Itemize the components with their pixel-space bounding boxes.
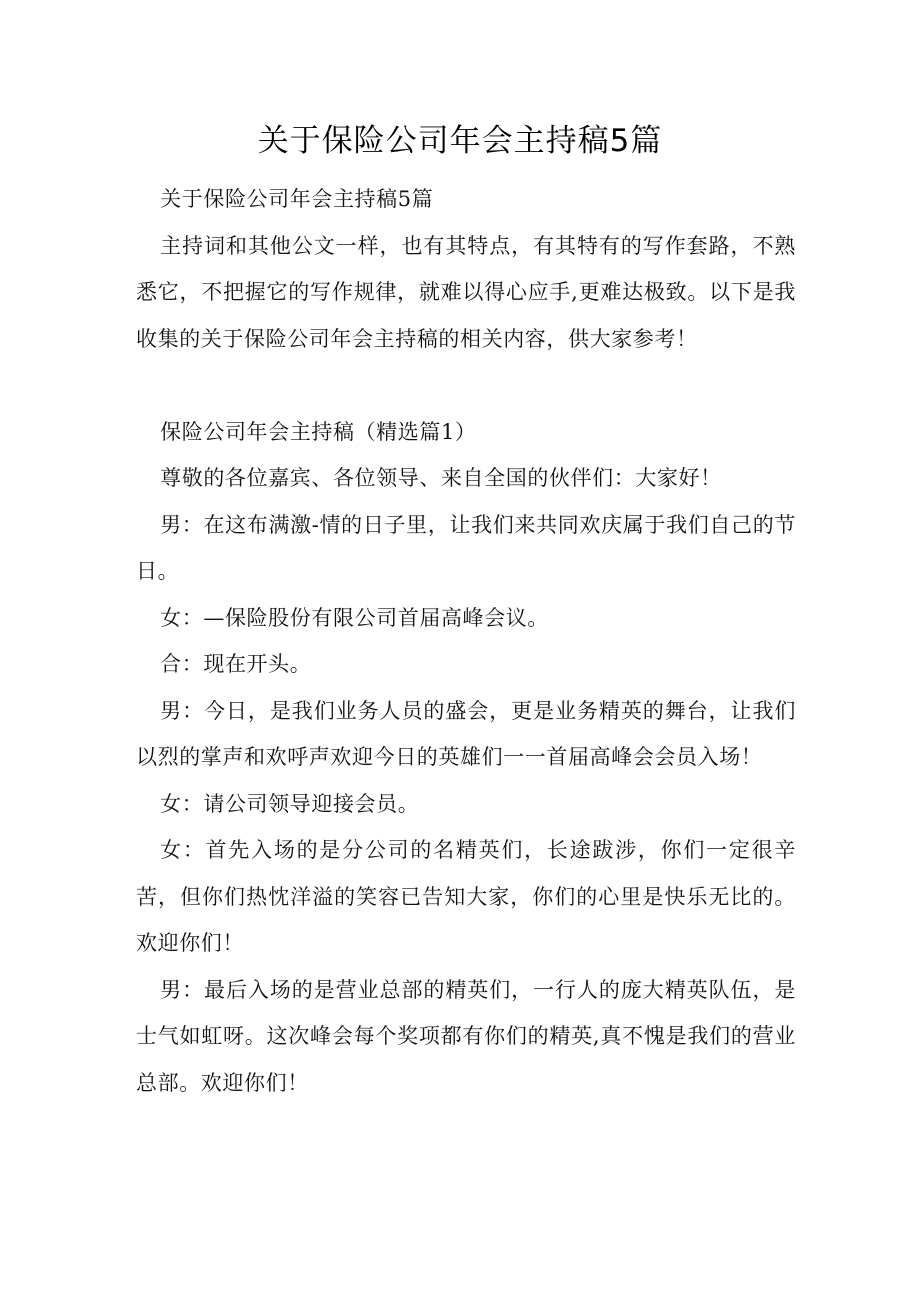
section-heading: 保险公司年会主持稿（精选篇1） (160, 419, 477, 444)
dialogue-paragraph: 男：今日，是我们业务人员的盛会，更是业务精英的舞台，让我们以烈的掌声和欢呼声欢迎今日的英雄们一一首届高峰会会员入场！ (136, 698, 796, 769)
document-title: 关于保险公司年会主持稿5篇 (257, 123, 663, 159)
dialogue-paragraph: 合：现在开头。 (160, 652, 312, 676)
dialogue-paragraph: 男：最后入场的是营业总部的精英们，一行人的庞大精英队伍，是士气如虹呀。这次峰会每个奖项都有你们的精英,真不愧是我们的营业总部。欢迎你们！ (136, 977, 796, 1095)
intro-paragraph: 主持词和其他公文一样，也有其特点，有其特有的写作套路，不熟悉它，不把握它的写作规律，就难以得心应手,更难达极致。以下是我收集的关于保险公司年会主持稿的相关内容，供大家参考！ (136, 233, 796, 351)
dialogue-paragraph: 女：请公司领导迎接会员。 (160, 791, 420, 816)
paragraph-spacer (136, 362, 796, 409)
document-body (136, 176, 796, 1106)
dialogue-paragraph: 女：首先入场的是分公司的名精英们，长途跋涉，你们一定很辛苦，但你们热忱洋溢的笑容已告知大家，你们的心里是快乐无比的。欢迎你们！ (136, 838, 796, 955)
subtitle-paragraph: 关于保险公司年会主持稿5篇 (160, 187, 434, 211)
dialogue-paragraph: 男：在这布满激-情的日子里，让我们来共同欢庆属于我们自己的节日。 (136, 512, 796, 583)
dialogue-paragraph: 女：—保险股份有限公司首届高峰会议。 (160, 605, 549, 630)
greeting-paragraph: 尊敬的各位嘉宾、各位领导、来自全国的伙伴们：大家好！ (160, 466, 722, 490)
